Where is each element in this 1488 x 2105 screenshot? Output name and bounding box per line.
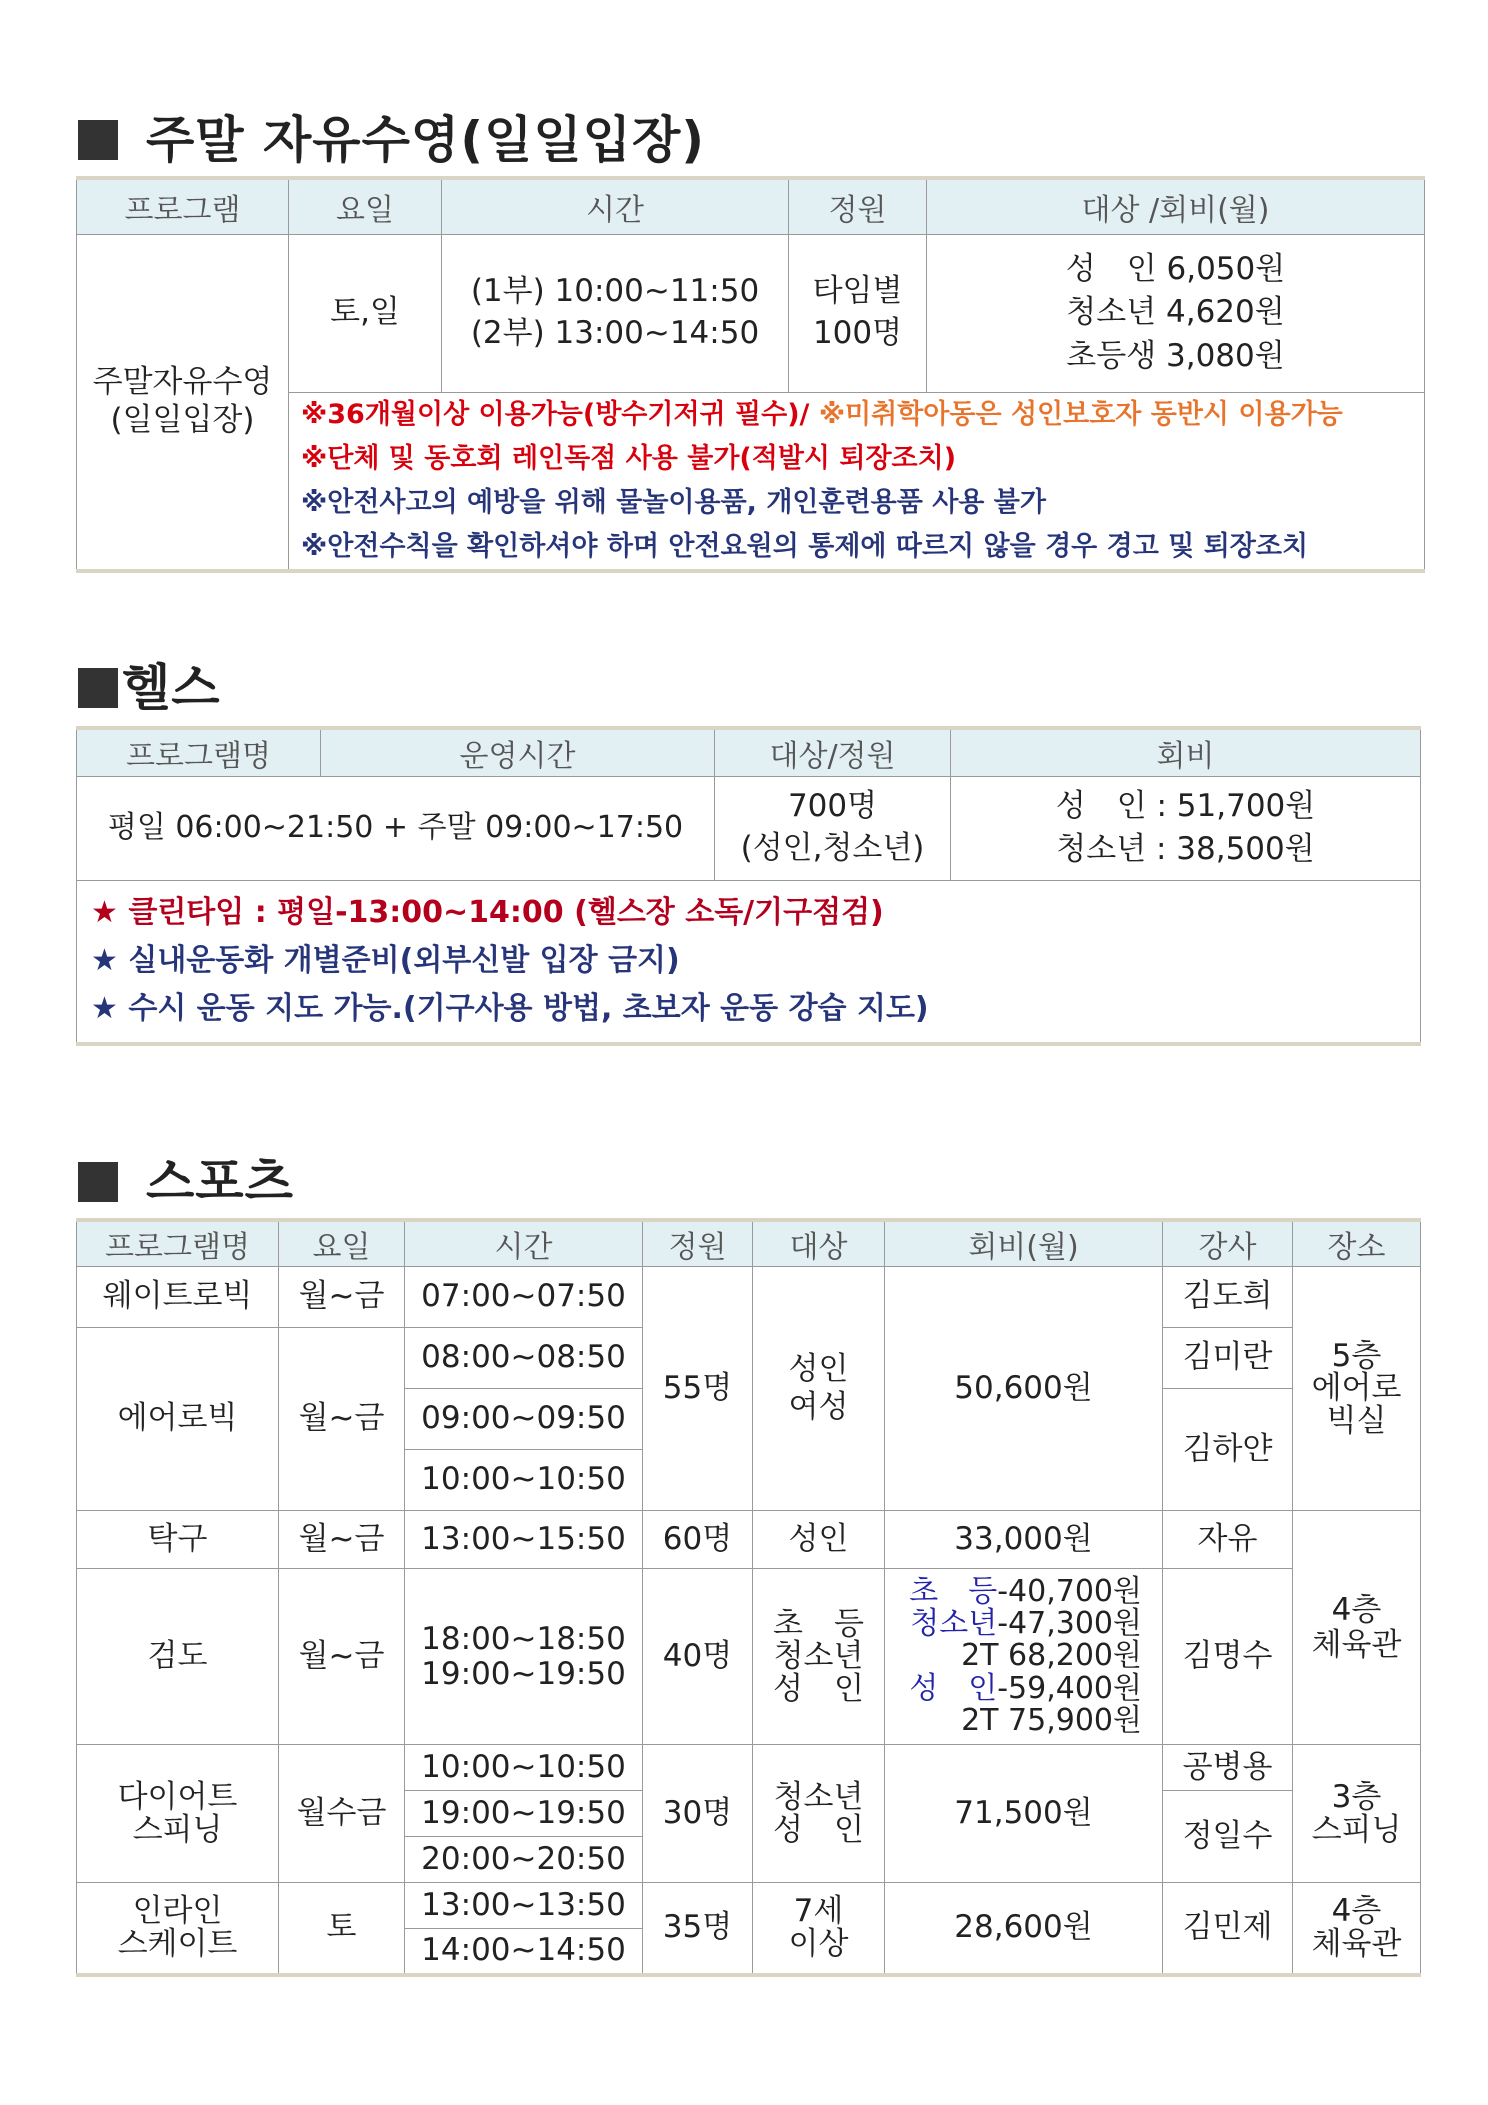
program-weight-aerobic: 웨이트로빅 <box>77 1267 279 1328</box>
sports-header-days: 요일 <box>279 1220 405 1267</box>
header-program: 프로그램 <box>77 178 289 234</box>
sports-header-program: 프로그램명 <box>77 1220 279 1267</box>
health-hours-cell: 평일 06:00~21:50 + 주말 09:00~17:50 <box>77 776 715 880</box>
program-inline-skate: 인라인 스케이트 <box>77 1883 279 1975</box>
swim-note-2: ※단체 및 동호회 레인독점 사용 불가(적발시 퇴장조치) <box>301 442 957 474</box>
program-kendo: 검도 <box>77 1569 279 1745</box>
program-spinning: 다이어트 스피닝 <box>77 1745 279 1883</box>
sports-table <box>76 1218 1421 1977</box>
swim-note-3: ※안전사고의 예방을 위해 물놀이용품, 개인훈련용품 사용 불가 <box>301 486 1046 518</box>
aerobic-capacity: 55명 <box>643 1267 753 1511</box>
table-row: 19:00~19:50 정일수 <box>77 1791 1421 1837</box>
sports-header-time: 시간 <box>405 1220 643 1267</box>
header-capacity: 정원 <box>789 178 927 234</box>
swim-note-4: ※안전수칙을 확인하셔야 하며 안전요원의 통제에 따르지 않을 경우 경고 및 퇴장조치 <box>301 530 1309 562</box>
header-target-fee: 대상 /회비(월) <box>927 178 1425 234</box>
health-note-coaching: ★ 수시 운동 지도 가능.(기구사용 방법, 초보자 운동 강습 지도) <box>91 991 929 1027</box>
inline-place: 4층 체육관 <box>1293 1883 1421 1975</box>
gym-place: 4층 체육관 <box>1293 1511 1421 1745</box>
table-row: 탁구 월~금 13:00~15:50 60명 성인 33,000원 자유 4층 체육관 <box>77 1511 1421 1569</box>
sports-header-fee: 회비(월) <box>885 1220 1163 1267</box>
header-days: 요일 <box>289 178 442 234</box>
health-table <box>76 726 1421 1046</box>
table-row: 14:00~14:50 <box>77 1929 1421 1975</box>
kendo-fee: 초 등-40,700원 청소년-47,300원 2T 68,200원 성 인-59,400원 2T 75,900원 <box>885 1569 1163 1745</box>
health-capacity-cell: 700명 (성인,청소년) <box>715 776 951 880</box>
health-header-fee: 회비 <box>951 728 1421 776</box>
square-bullet-icon <box>78 120 118 160</box>
header-time: 시간 <box>442 178 789 234</box>
swim-program-cell: 주말자유수영 (일일입장) <box>77 234 289 571</box>
sports-section-title: 스포츠 <box>78 1142 294 1214</box>
table-row: 10:00~10:50 <box>77 1450 1421 1511</box>
aerobic-fee: 50,600원 <box>885 1267 1163 1511</box>
program-table-tennis: 탁구 <box>77 1511 279 1569</box>
kendo-target: 초 등 청소년 성 인 <box>753 1569 885 1745</box>
table-row: 다이어트 스피닝 월수금 10:00~10:50 30명 청소년 성 인 71,500원 공병용 3층 스피닝 <box>77 1745 1421 1791</box>
health-note-cleantime: ★ 클린타임 : 평일-13:00~14:00 (헬스장 소독/기구점검) <box>91 895 884 931</box>
swim-fees-cell: 성 인 6,050원 청소년 4,620원 초등생 3,080원 <box>927 234 1425 392</box>
health-header-hours: 운영시간 <box>321 728 715 776</box>
health-fees-cell: 성 인 : 51,700원 청소년 : 38,500원 <box>951 776 1421 880</box>
aerobic-place: 5층 에어로 빅실 <box>1293 1267 1421 1511</box>
spinning-place: 3층 스피닝 <box>1293 1745 1421 1883</box>
table-row: 에어로빅 월~금 08:00~08:50 김미란 <box>77 1328 1421 1389</box>
square-bullet-icon <box>78 1162 118 1202</box>
swim-capacity-cell: 타임별 100명 <box>789 234 927 392</box>
square-bullet-icon <box>78 668 118 708</box>
swim-table <box>76 176 1425 573</box>
aerobic-target: 성인 여성 <box>753 1267 885 1511</box>
swim-note-1: ※36개월이상 이용가능(방수기저귀 필수)/ ※미취학아동은 성인보호자 동반시 이용가능 <box>301 398 1343 430</box>
sports-header-place: 장소 <box>1293 1220 1421 1267</box>
health-header-capacity: 대상/정원 <box>715 728 951 776</box>
table-row: 웨이트로빅 월~금 07:00~07:50 55명 성인 여성 50,600원 김도희 5층 에어로 빅실 <box>77 1267 1421 1328</box>
health-notes-cell <box>77 880 1421 1044</box>
sports-header-instructor: 강사 <box>1163 1220 1293 1267</box>
swim-times-cell: (1부) 10:00~11:50 (2부) 13:00~14:50 <box>442 234 789 392</box>
sports-header-capacity: 정원 <box>643 1220 753 1267</box>
sports-header-target: 대상 <box>753 1220 885 1267</box>
health-note-shoes: ★ 실내운동화 개별준비(외부신발 입장 금지) <box>91 943 680 979</box>
health-section-title: 헬스 <box>78 648 221 720</box>
table-row: 인라인 스케이트 토 13:00~13:50 35명 7세 이상 28,600원 김민제 4층 체육관 <box>77 1883 1421 1929</box>
swim-section-title: 주말 자유수영(일일입장) <box>78 100 705 172</box>
table-row: 09:00~09:50 김하얀 <box>77 1389 1421 1450</box>
swim-days-cell: 토,일 <box>289 234 442 392</box>
table-row: 20:00~20:50 <box>77 1837 1421 1883</box>
table-row: 검도 월~금 18:00~18:50 19:00~19:50 40명 초 등 청소년 성 인 초 등-40,700원 청소년-47,300원 2T 68,200원 성 인-59,400원 2T 75,900원 김명수 <box>77 1569 1421 1745</box>
program-aerobic: 에어로빅 <box>77 1328 279 1511</box>
swim-notes-cell <box>289 392 1425 571</box>
health-header-program: 프로그램명 <box>77 728 321 776</box>
